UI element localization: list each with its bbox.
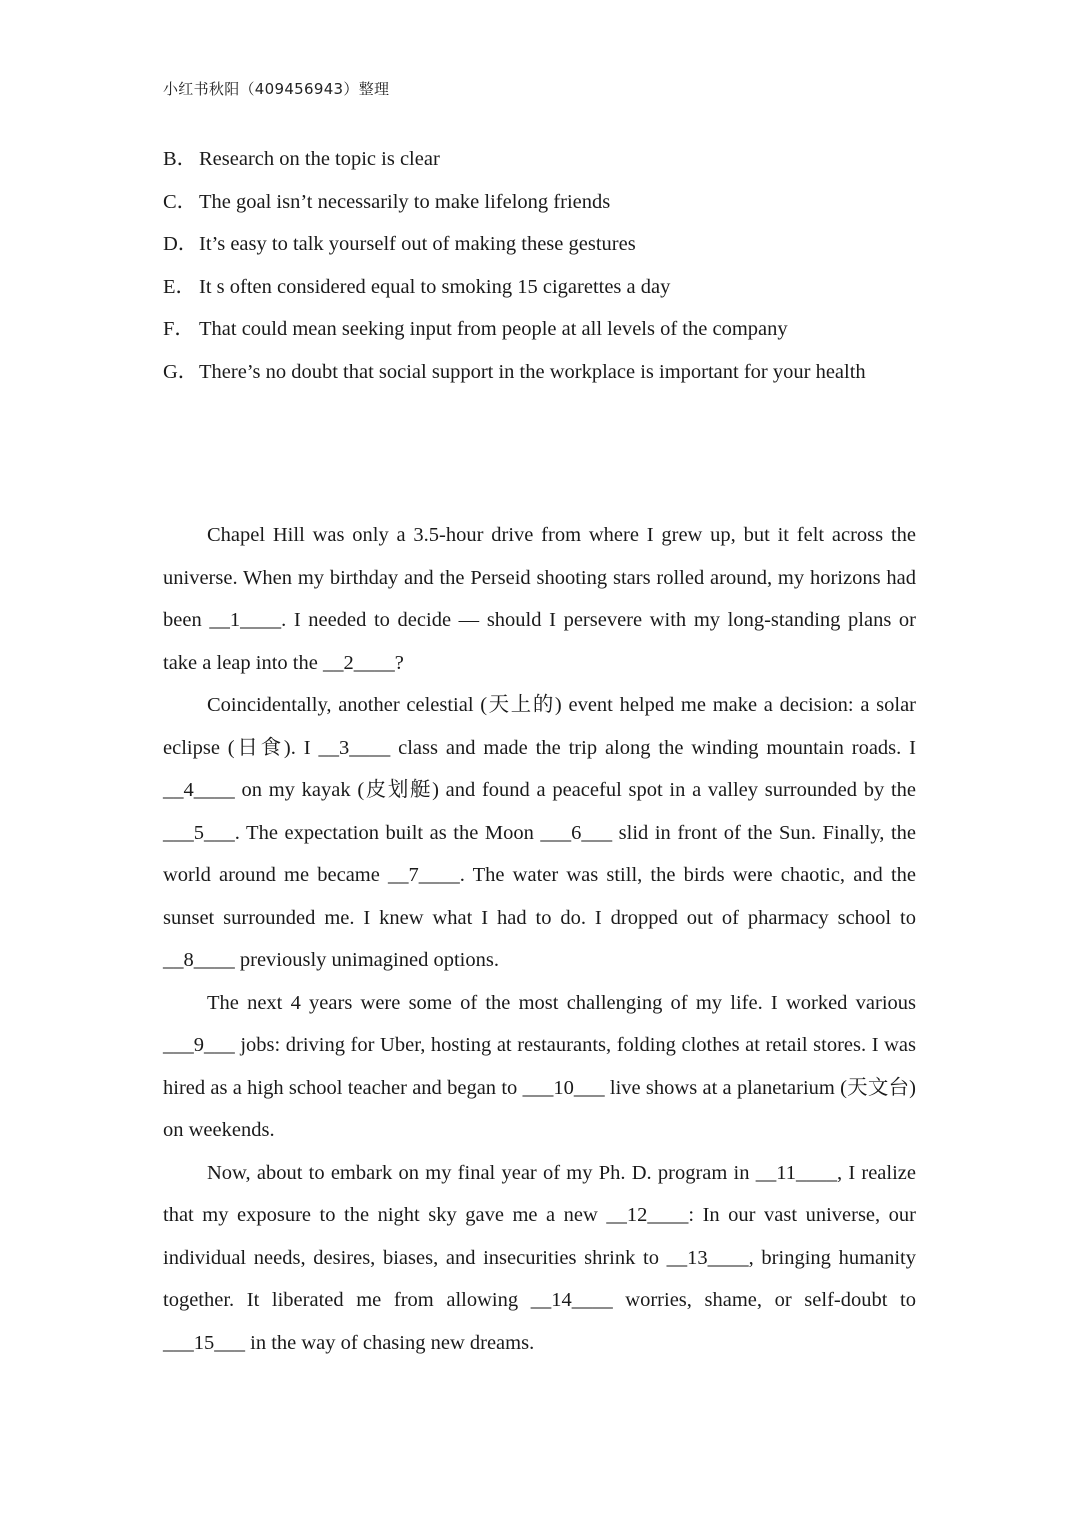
passage-paragraph-1: Chapel Hill was only a 3.5-hour drive from where I grew up, but it felt across the universe. When my birthday and the Perseid shooting stars rolled around, my horizons had been __1____. I needed to decide — should I persevere with my long-standing plans or take a leap into the __2____? [163, 524, 916, 674]
option-e [163, 266, 923, 309]
page-header-watermark: 小红书秋阳（409456943）整理 [163, 80, 390, 98]
option-letter: F． [163, 318, 195, 341]
option-text: That could mean seeking input from people at all levels of the company [199, 318, 788, 341]
cloze-passage [163, 514, 916, 1364]
option-letter: B． [163, 148, 198, 170]
option-b [163, 138, 923, 181]
option-text: There’s no doubt that social support in the workplace is important for your health [199, 360, 866, 383]
passage-paragraph-2: Coincidentally, another celestial (天上的) event helped me make a decision: a solar eclipse (日食). I __3____ class and made the trip along the winding mountain roads. I __4____ on my kayak (皮划艇) and found a peaceful spot in a valley surrounded by the ___5___. The expectation built as the Moon ___6___ slid in front of the Sun. Finally, the world around me became __7____. The water was still, the birds were chaotic, and the sunset surrounded me. I knew what I had to do. I dropped out of pharmacy school to __8____ previously unimagined options. [163, 694, 916, 971]
option-text: Research on the topic is clear [199, 148, 440, 170]
option-text: It’s easy to talk yourself out of making these gestures [199, 233, 636, 256]
option-d [163, 223, 923, 266]
option-letter: G． [163, 360, 199, 383]
option-text: It s often considered equal to smoking 15 cigarettes a day [199, 275, 671, 298]
option-letter: E． [163, 275, 197, 298]
passage-paragraph-4: Now, about to embark on my final year of my Ph. D. program in __11____, I realize that my exposure to the night sky gave me a new __12____: In our vast universe, our individual needs, desires, biases, and insecurities shrink to __13____, bringing humanity together. It liberated me from allowing __14____ worries, shame, or self-doubt to ___15___ in the way of chasing new dreams. [163, 1161, 916, 1354]
option-text: The goal isn’t necessarily to make lifelong friends [199, 190, 611, 213]
option-letter: C． [163, 190, 198, 213]
option-f [163, 308, 923, 351]
option-c [163, 181, 923, 224]
option-g [163, 351, 923, 394]
option-letter: D． [163, 233, 199, 256]
answer-options-list [163, 138, 923, 394]
passage-paragraph-3: The next 4 years were some of the most challenging of my life. I worked various ___9___ jobs: driving for Uber, hosting at restaurants, folding clothes at retail stores. I was hired as a high school teacher and began to ___10___ live shows at a planetarium (天文台) on weekends. [163, 991, 916, 1141]
